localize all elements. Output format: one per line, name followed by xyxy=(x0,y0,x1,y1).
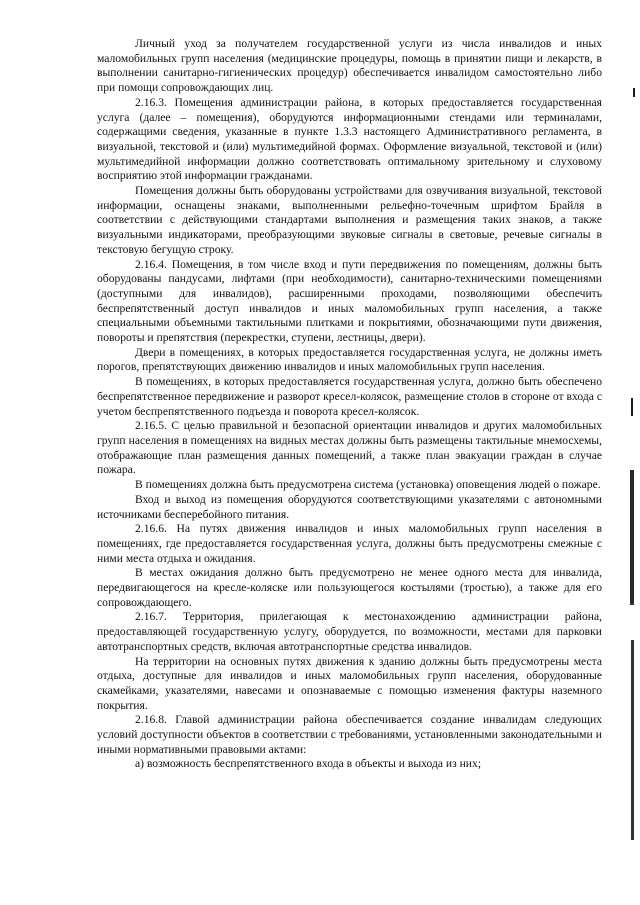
paragraph-personal-care: Личный уход за получателем государственной услуги из числа инвалидов и иных маломобильных групп населения (медицинские процедуры, помощь в принятии пищи и лекарств, в выполнении санитарно-гигиенических процедур) обеспечивается инвалидом самостоятельно либо при помощи сопровождающих лиц. xyxy=(97,37,602,95)
scan-mark-middle xyxy=(631,398,633,416)
paragraph-doors: Двери в помещениях, в которых предоставляется государственная услуга, не должны иметь порогов, препятствующих движению инвалидов и иных маломобильных групп населения. xyxy=(97,345,602,374)
paragraph-2-16-3: 2.16.3. Помещения администрации района, в которых предоставляется государственная услуга (далее – помещения), оборудуются информационными стендами или терминалами, содержащими сведения, указанные в пункте 1.3.3 настоящего Административного регламента, в визуальной, текстовой и (или) мультимедийной формах. Оформление визуальной, текстовой и (или) мультимедийной информации должно соответствовать оптимальному зрительному и слуховому восприятию этой информации гражданами. xyxy=(97,95,602,183)
paragraph-2-16-5: 2.16.5. С целью правильной и безопасной ориентации инвалидов и других маломобильных групп населения в помещениях на видных местах должны быть размещены тактильные мнемосхемы, отображающие план размещения данных помещений, а также план эвакуации граждан в случае пожара. xyxy=(97,419,602,477)
scan-mark-bottom xyxy=(631,640,634,840)
paragraph-entrance-exit: Вход и выход из помещения оборудуются соответствующими указателями с автономными источниками бесперебойного питания. xyxy=(97,492,602,521)
paragraph-wheelchair-movement: В помещениях, в которых предоставляется государственная услуга, должно быть обеспечено беспрепятственное передвижение и разворот кресел-колясок, размещение столов в стороне от входа с учетом беспрепятственного подъезда и поворота кресел-колясок. xyxy=(97,375,602,418)
paragraph-territory-rest-places: На территории на основных путях движения к зданию должны быть предусмотрены места отдыха, доступные для инвалидов и иных маломобильных групп населения, оборудованные скамейками, указателями, навесами и опознаваемые с помощью изменения фактуры наземного покрытия. xyxy=(97,654,602,712)
paragraph-fire-alert: В помещениях должна быть предусмотрена система (установка) оповещения людей о пожаре. xyxy=(135,478,601,492)
scan-mark-lower xyxy=(630,470,634,605)
paragraph-2-16-4: 2.16.4. Помещения, в том числе вход и пути передвижения по помещениям, должны быть оборудованы пандусами, лифтами (при необходимости), санитарно-техническими помещениями (доступными для инвалидов), расширенными проходами, позволяющими обеспечить беспрепятственный доступ инвалидов и иных маломобильных групп населения, а также специальными объемными тактильными плитками и покрытиями, обозначающими пути движения, повороты и препятствия (перекрестки, ступени, лестницы, двери). xyxy=(97,257,602,345)
scan-mark-top xyxy=(633,88,635,97)
paragraph-2-16-6: 2.16.6. На путях движения инвалидов и иных маломобильных групп населения в помещениях, где предоставляется государственная услуга, должны быть предусмотрены смежные с ними места отдыха и ожидания. xyxy=(97,522,602,565)
paragraph-2-16-8: 2.16.8. Главой администрации района обеспечивается создание инвалидам следующих условий доступности объектов в соответствии с требованиями, установленными законодательными и иными нормативными правовыми актами: xyxy=(97,713,602,756)
paragraph-waiting-places: В местах ожидания должно быть предусмотрено не менее одного места для инвалида, передвигающегося на кресле-коляске или пользующегося костылями (тростью), а также для его сопровождающего. xyxy=(97,566,602,609)
paragraph-2-16-7: 2.16.7. Территория, прилегающая к местонахождению администрации района, предоставляющей государственную услугу, оборудуется, по возможности, местами для парковки автотранспортных средств, включая автотранспортные средства инвалидов. xyxy=(97,610,602,653)
list-item-a: а) возможность беспрепятственного входа в объекты и выхода из них; xyxy=(135,757,482,771)
document-body xyxy=(97,37,602,772)
paragraph-braille-equipment: Помещения должны быть оборудованы устройствами для озвучивания визуальной, текстовой информации, оснащены знаками, выполненными рельефно-точечным шрифтом Брайля в соответствии с действующими стандартами выполнения и размещения таких знаков, а также визуальными индикаторами, преобразующими звуковые сигналы в световые, речевые сигналы в текстовую бегущую строку. xyxy=(97,184,602,256)
